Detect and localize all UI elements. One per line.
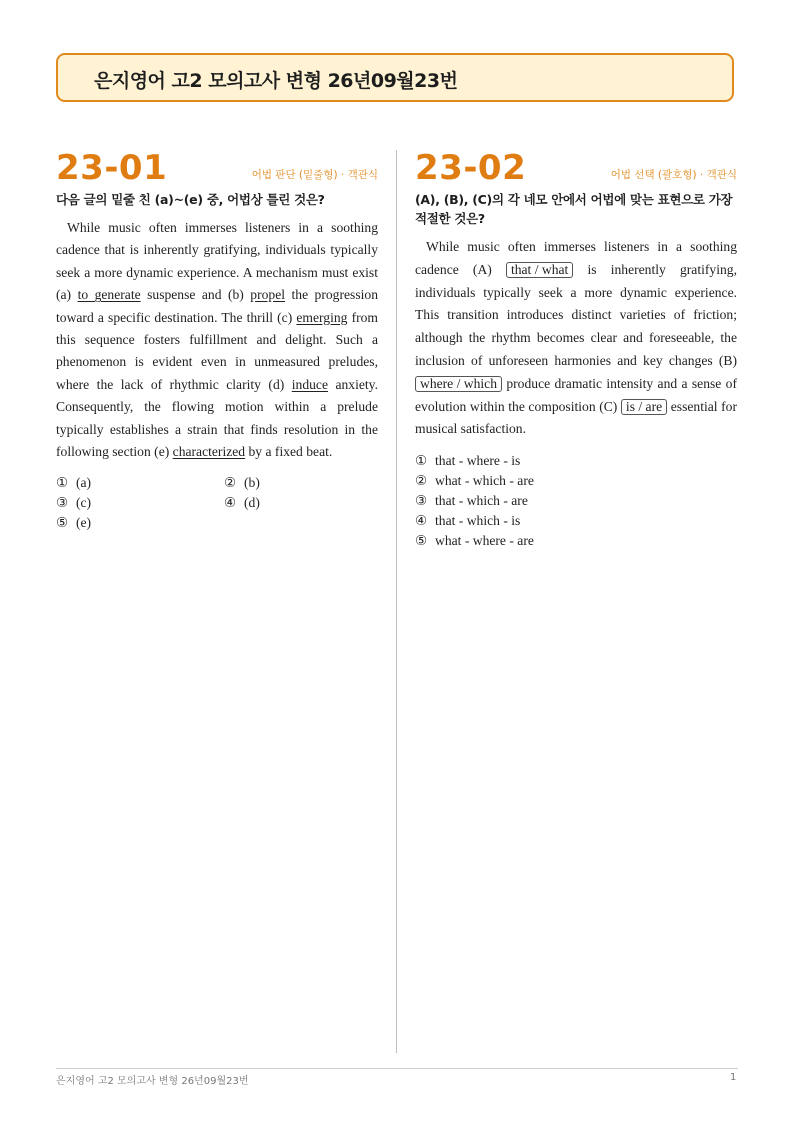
passage-text: While music often immerses listeners in a soothing cadence that is inherently gratifying, individuals typically seek a more dynamic experience. A mechanism must exist (a) (56, 220, 378, 303)
page-title: 은지영어 고2 모의고사 변형 26년09월23번 (94, 70, 458, 92)
underlined-c: emerging (296, 309, 348, 325)
underlined-b: propel (250, 287, 286, 303)
question-header (56, 150, 378, 188)
underlined-d: induce (291, 376, 328, 392)
question-header (415, 150, 737, 188)
passage-text: the progression toward a specific destination. The thrill (c) (56, 287, 378, 325)
passage-text: by a fixed beat. (245, 444, 333, 460)
passage-text: suspense and (b) (140, 287, 251, 303)
passage-text: produce dramatic intensity and a sense of evolution within the composition (C) (415, 375, 737, 414)
answer-choices (56, 473, 378, 533)
question-23-01 (56, 150, 378, 533)
choice-box-c: is / are (621, 399, 667, 415)
passage-text: from this sequence fosters fulfillment and delight. Such a phenomenon is evident even in unmeasured preludes, where the lack of rhythmic clarity (d) (56, 309, 378, 392)
page-title-box (56, 53, 734, 102)
answer-choice[interactable]: ⑤ (e) (56, 515, 92, 531)
page-number: 1 (730, 1072, 737, 1083)
column-divider (396, 150, 397, 1053)
answer-choice[interactable]: ④ (d) (224, 495, 260, 511)
question-prompt: 다음 글의 밑줄 친 (a)~(e) 중, 어법상 틀린 것은? (56, 192, 325, 207)
answer-choice[interactable]: ③ that - which - are (415, 493, 528, 509)
passage-text: While music often immerses listeners in a soothing cadence (A) (415, 239, 737, 277)
answer-choice[interactable]: ③ (c) (56, 495, 92, 511)
answer-choice[interactable]: ② (b) (224, 475, 260, 491)
choice-box-b: where / which (415, 376, 502, 392)
answer-choice[interactable]: ① that - where - is (415, 453, 521, 469)
question-type-tag: 어법 선택 (괄호형) · 객관식 (610, 169, 737, 181)
question-number: 23-01 (56, 148, 168, 188)
question-passage (415, 236, 737, 441)
passage-text: essential for musical satisfaction. (415, 398, 737, 437)
answer-choice[interactable]: ① (a) (56, 475, 92, 491)
question-prompt: (A), (B), (C)의 각 네모 안에서 어법에 맞는 표현으로 가장 적절한 것은? (415, 192, 733, 226)
question-number: 23-02 (415, 148, 527, 188)
underlined-e: characterized (172, 444, 246, 460)
underlined-a: to generate (77, 287, 141, 303)
footer-divider (56, 1068, 738, 1069)
choice-box-a: that / what (506, 262, 573, 278)
footer-title: 은지영어 고2 모의고사 변형 26년09월23번 (56, 1076, 249, 1087)
question-passage (56, 217, 378, 463)
answer-choices (415, 451, 737, 551)
passage-text: is inherently gratifying, individuals typically seek a more dynamic experience. This transition introduces distinct varieties of friction; although the rhythm becomes clear and foreseeable, the inclusion of unforeseen harmonies and key changes (B) (415, 261, 737, 368)
answer-choice[interactable]: ⑤ what - where - are (415, 533, 534, 549)
answer-choice[interactable]: ④ that - which - is (415, 513, 521, 529)
question-23-02 (415, 150, 737, 551)
answer-choice[interactable]: ② what - which - are (415, 473, 534, 489)
passage-text: anxiety. Consequently, the flowing motion within a prelude typically establishes a strain that finds resolution in the following section (e) (56, 376, 378, 460)
question-type-tag: 어법 판단 (밑줄형) · 객관식 (251, 169, 378, 181)
